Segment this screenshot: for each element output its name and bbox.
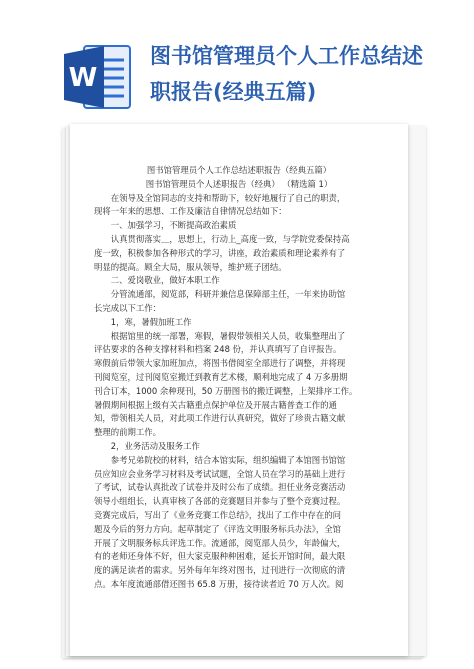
doc-line: 点。本年度流通部借还图书 65.8 万册，接待读者近 70 万人次。阅 — [94, 578, 344, 589]
doc-line: 整理的前期工作。 — [94, 427, 161, 438]
doc-line: 图书馆管理员个人工作总结述职报告（经典五篇） — [146, 165, 332, 175]
doc-line: 分管流通部，阅览部，科研并兼信息保障部主任，一年来协助馆 — [110, 289, 346, 300]
doc-line: 员应知应会业务学习材料及考试试题，全馆人员在学习的基础上进行 — [94, 468, 346, 479]
doc-line: 度的满足读者的需求。另外每年年终对图书，过刊进行一次彻底的清 — [94, 565, 346, 576]
doc-line: 开展了文明服务标兵评选工作。流通部，阅览部人员少，年龄偏大， — [94, 537, 346, 548]
doc-line: 图书馆管理员个人述职报告（经典） （精选篇 1） — [145, 178, 333, 189]
doc-line: 领导小组组长，认真审核了各部的竞赛题目并参与了整个竞赛过程。 — [94, 496, 346, 507]
title-line-1: 图书馆管理员个人工作总结述 — [150, 44, 423, 68]
doc-line: 寒假前后带领大家加班加点，将图书借阅室全部进行了调整，并将现 — [94, 358, 346, 369]
doc-line: 一、加强学习，不断提高政治素质 — [110, 220, 237, 231]
doc-line: 明显的提高。顾全大局，服从领导，维护班子团结。 — [94, 261, 287, 272]
doc-line: 知，带领相关人员，对此项工作进行认真研究，做好了珍贵古籍文献 — [94, 413, 346, 424]
doc-line: 二、爱岗敬业，做好本职工作 — [110, 275, 220, 286]
doc-line: 1，寒，暑假加班工作 — [110, 316, 192, 327]
doc-line: 竞赛完成后，写出了《业务竞赛工作总结》，找出了工作中存在的问 — [94, 509, 342, 520]
word-icon-letter: W — [68, 63, 98, 93]
doc-line: 了考试，试卷认真批改了试卷并及时公布了成绩。担任业务竞赛活动 — [94, 482, 346, 493]
doc-line: 刊合订本，1000 余种现刊，50 万册图书的搬迁调整，上架排序工作。 — [94, 385, 358, 396]
doc-line: 2，业务活动及服务工作 — [110, 440, 200, 451]
doc-line: 题及今后的努力方向。起草制定了《评选文明服务标兵办法》，全馆 — [94, 523, 342, 534]
page-title — [150, 38, 460, 110]
doc-line: 刊阅览室，过刊阅览室搬迁到教育艺术楼，顺利地完成了 4 万多册期 — [94, 371, 348, 382]
doc-line: 在领导及全馆同志的支持和帮助下，较好地履行了自己的职责， — [110, 192, 346, 203]
word-document-icon — [62, 40, 136, 114]
doc-line: 度一致，积极参加各种形式的学习，讲座，政治素质和理论素养有了 — [94, 247, 346, 258]
document-body — [94, 164, 384, 592]
doc-line: 长完成以下工作： — [94, 302, 161, 313]
doc-line: 根据馆里的统一部署，寒假，暑假带领相关人员，收集整理出了 — [110, 330, 346, 341]
doc-line: 评估要求的各种支撑材料和档案 248 份，并认真填写了自评报告。 — [94, 344, 342, 355]
header-banner — [0, 0, 474, 130]
doc-line: 有的老师还身体不好，但大家克服种种困难，延长开馆时间，最大限 — [94, 551, 346, 562]
doc-line: 参考兄弟院校的材料，结合本馆实际，组织编辑了本馆图书馆馆 — [110, 454, 346, 465]
doc-line: 认真贯彻落实＿，思想上，行动上_高度一致，与学院党委保持高 — [110, 233, 350, 244]
doc-line: 暑假期间根据上级有关古籍重点保护单位及开展古籍普查工作的通 — [94, 399, 337, 410]
document-page — [70, 124, 408, 656]
doc-line: 现将一年来的思想、工作及廉洁自律情况总结如下： — [94, 206, 287, 217]
title-line-2: 职报告(经典五篇) — [150, 80, 317, 104]
